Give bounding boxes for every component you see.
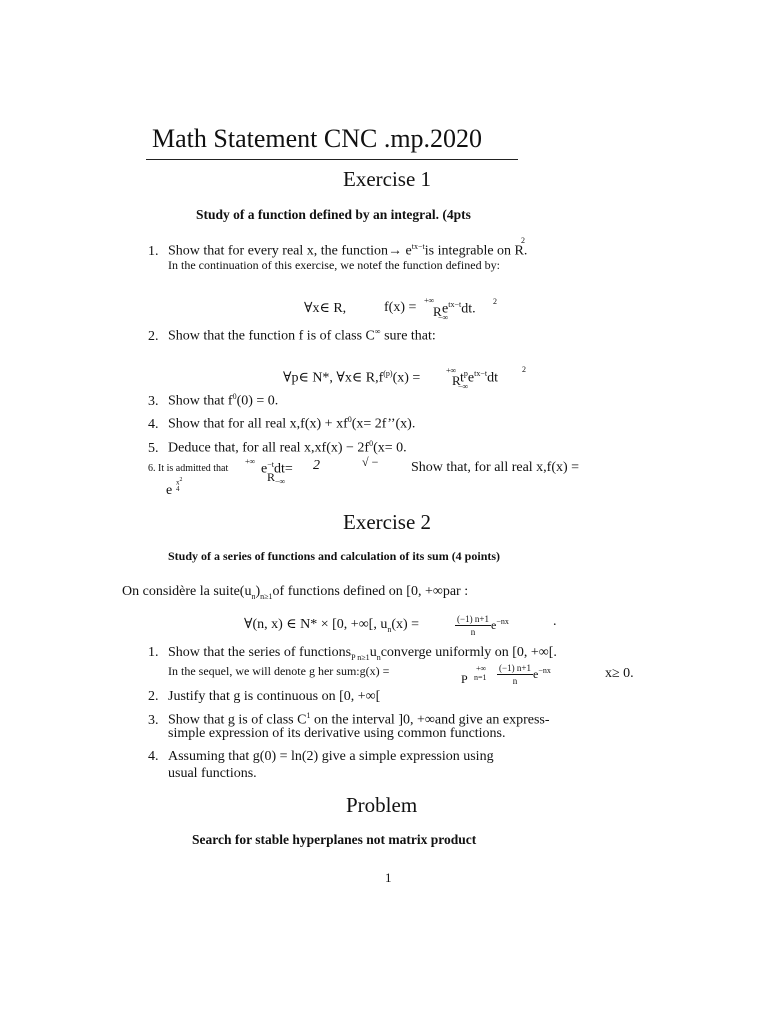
ex2-q1-sum-symbol: P — [461, 672, 468, 686]
ex2-eq-dot: . — [553, 614, 557, 629]
exercise-2-heading: Exercise 2 — [343, 510, 432, 534]
ex2-question-2: 2. Justify that g is continuous on [0, +∞[ — [148, 689, 381, 704]
ex1-q6-sqrt: √ − — [362, 455, 379, 469]
ex1-eq2-integral: R — [452, 373, 461, 388]
ex1-eq1-square: 2 — [493, 297, 497, 306]
ex1-eq2: ∀p∈ N*, ∀x∈ $R,f^{(p)}(x)$ = — [283, 369, 421, 386]
ex1-eq1-lower-limit: −∞ — [438, 313, 449, 322]
ex1-q6-upper-limit: +∞ — [245, 457, 256, 466]
ex2-eq-exp: $e^{-nx}$ — [491, 617, 509, 632]
ex1-q6-lower-limit: −∞ — [275, 477, 286, 486]
ex1-eq1-integral: R — [433, 304, 442, 319]
ex2-q1-exp: $e^{-nx}$ — [533, 666, 551, 681]
ex1-eq1-upper-limit: +∞ — [424, 296, 435, 305]
ex2-intro: On considère la $suite(u_n)_{n\ge 1}of$ functions defined on [0, +∞par : — [122, 584, 469, 601]
ex1-q1-square: 2 — [521, 236, 525, 245]
ex2-eq-fraction: (−1) n+1 n — [455, 614, 491, 637]
ex2-eq: ∀(n, x) ∈ N* × [0, +∞[, $u_n(x)$ = — [244, 617, 420, 634]
ex1-eq2-square: 2 — [522, 365, 526, 374]
ex1-question-2: 2. Show that the function f is of class C∞ sure that: — [148, 327, 436, 344]
page-number: 1 — [385, 870, 392, 885]
exercise-1-heading: Exercise 1 — [343, 167, 432, 191]
problem-heading: Problem — [346, 793, 418, 817]
exercise-1-subtitle: Study of a function defined by an integral. (4pts — [196, 207, 471, 222]
ex1-q1-note: In the continuation of this exercise, we notef the function defined by: — [168, 258, 500, 272]
ex2-question-3-line-2: simple expression of its derivative using common functions. — [168, 726, 506, 741]
ex2-question-3: 3. Show that g is of class $C^1$ on the interval ]0, +∞and give an express- — [148, 711, 550, 728]
ex1-question-6: 6. It is admitted that — [148, 463, 229, 474]
ex2-q1-fraction: (−1) n+1 n — [497, 663, 533, 686]
exercise-2-subtitle: Study of a series of functions and calculation of its sum (4 points) — [168, 549, 501, 563]
ex1-q6-show: Show that, for all real x,f(x) = — [411, 460, 580, 475]
ex2-question-4-line-2: usual functions. — [168, 766, 257, 781]
ex2-question-1: 1. Show that the series of $functions_{P n\ge 1}u_nconverge$ uniformly on [0, +∞[. — [148, 645, 557, 662]
ex2-q1-lower-limit: n=1 — [474, 673, 487, 682]
ex2-q1-upper-limit: +∞ — [476, 664, 487, 673]
ex1-eq2-lower-limit: −∞ — [458, 382, 469, 391]
ex1-question-1: 1. Show that for every real x, the function→ $e^{tx-t}is$ integrable on R. — [148, 242, 528, 259]
ex1-q6-integrand: $e^{-t}dt=$ — [261, 460, 293, 477]
ex1-question-5: 5. Deduce that, for all real $x,xf(x) - 2f^0(x= 0$. — [148, 439, 407, 456]
ex1-eq1-f: f(x) = — [384, 300, 417, 315]
ex1-eq2-body: $t^pe^{tx-t}dt$ — [460, 369, 498, 386]
problem-subtitle: Search for stable hyperplanes not matrix product — [192, 832, 477, 847]
ex2-q1-condition: x≥ 0. — [605, 666, 634, 681]
ex2-q1-note: In the sequel, we will denote g her sum:g(x) = — [168, 664, 390, 678]
ex1-q6-e-exponent: $x^2$ 4 — [176, 477, 183, 494]
document-title: Math Statement CNC .mp.2020 — [152, 124, 483, 153]
ex1-eq1-lhs: ∀x∈ R, — [304, 301, 347, 316]
ex1-question-4: 4. Show that for all real $x,f(x) + xf^0(x=$ 2f’’(x). — [148, 415, 416, 432]
ex1-question-3: 3. Show that $f^0(0) = 0$. — [148, 392, 279, 409]
ex1-q6-e: e — [166, 483, 173, 498]
ex1-q6-integral: R — [267, 470, 276, 484]
ex2-question-4: 4. Assuming that g(0) = ln(2) give a simple expression using — [148, 749, 494, 764]
ex1-eq1-body: $e^{tx-t}dt$. — [442, 300, 476, 317]
ex1-q6-two: 2 — [313, 458, 320, 473]
title-underline — [146, 159, 518, 160]
ex1-eq2-upper-limit: +∞ — [446, 366, 457, 375]
